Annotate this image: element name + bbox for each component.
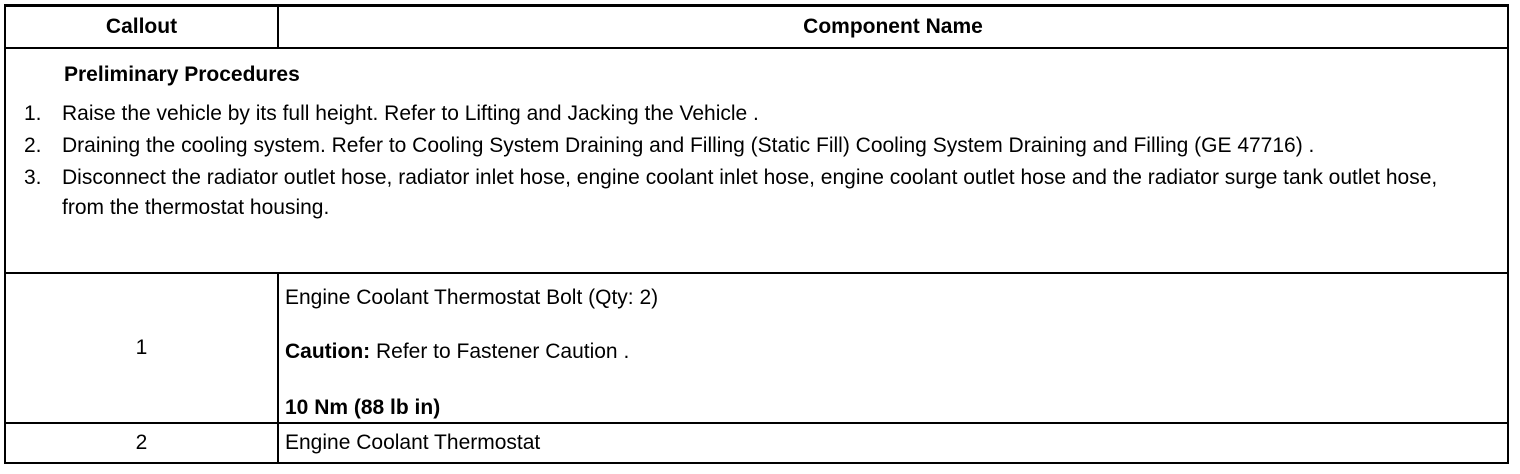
torque-spec: 10 Nm (88 lb in) xyxy=(285,396,441,419)
component-name: Engine Coolant Thermostat Bolt (Qty: 2) xyxy=(285,286,659,309)
step-item xyxy=(6,163,1507,223)
step-text: Raise the vehicle by its full height. Refer to Lifting and Jacking the Vehicle . xyxy=(62,102,759,125)
header-row xyxy=(5,6,1508,49)
caution-text: Refer to Fastener Caution . xyxy=(370,340,630,363)
table-row xyxy=(5,273,1508,423)
preliminary-cell xyxy=(5,48,1508,273)
step-text: Draining the cooling system. Refer to Cooling System Draining and Filling (Static Fill) Cooling System Draining and Filling (GE 47716) . xyxy=(62,134,1315,157)
component-cell xyxy=(278,423,1508,463)
step-number: 2. xyxy=(24,134,42,157)
preliminary-steps xyxy=(6,99,1507,223)
callout-header: Callout xyxy=(5,6,278,49)
table-row xyxy=(5,423,1508,463)
step-text: Disconnect the radiator outlet hose, radiator inlet hose, engine coolant inlet hose, engine coolant outlet hose and the radiator surge tank outlet hose, from the thermostat housing. xyxy=(62,166,1438,219)
preliminary-title: Preliminary Procedures xyxy=(64,63,300,86)
caution-label: Caution: xyxy=(285,340,371,363)
step-number: 1. xyxy=(24,102,42,125)
component-name-header: Component Name xyxy=(278,6,1508,49)
step-item xyxy=(6,99,1507,129)
component-name: Engine Coolant Thermostat xyxy=(285,431,541,454)
procedure-table xyxy=(4,4,1509,464)
preliminary-row xyxy=(5,48,1508,273)
callout-cell: 2 xyxy=(5,423,278,463)
step-number: 3. xyxy=(24,166,42,189)
component-cell xyxy=(278,273,1508,423)
callout-cell: 1 xyxy=(5,273,278,423)
step-item xyxy=(6,131,1507,161)
caution-line xyxy=(285,338,1507,366)
